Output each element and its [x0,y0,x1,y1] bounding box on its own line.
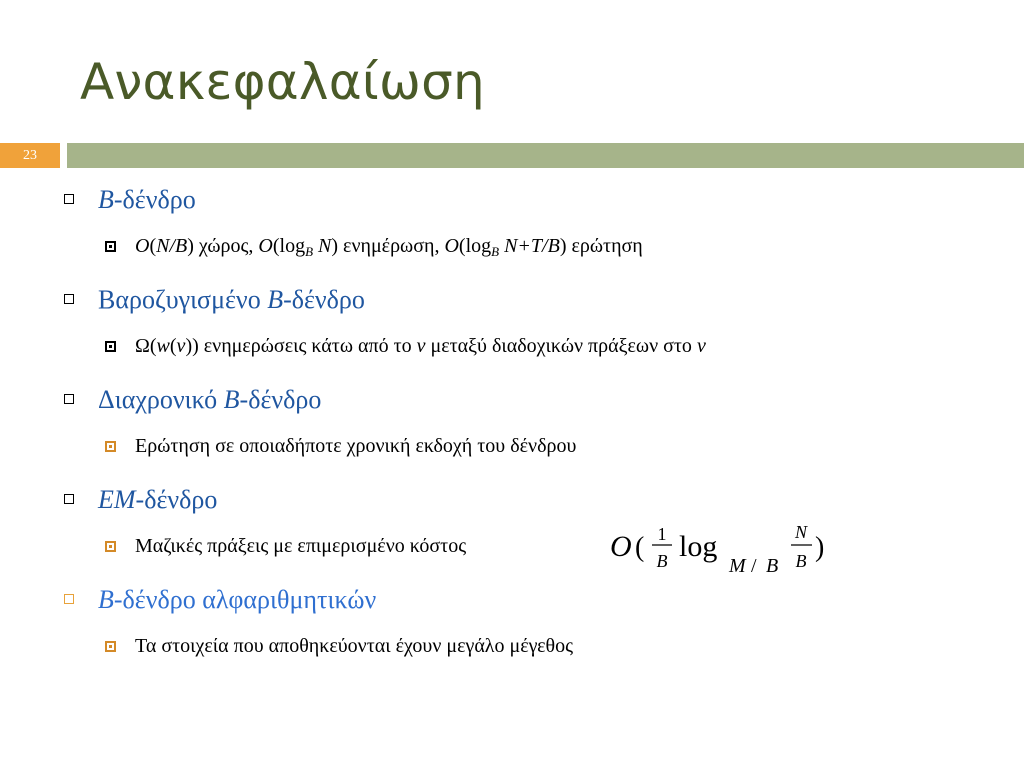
bullet-heading: B-δένδρο [98,185,196,214]
hollow-square-bullet-icon [64,394,74,404]
sub-bullet-text: Ερώτηση σε οποιαδήποτε χρονική εκδοχή του δένδρου [135,435,577,457]
sub-bullet-text: Ω(w(v)) ενημερώσεις κάτω από το v μεταξύ διαδοχικών πράξεων στο v [135,335,706,357]
filled-square-bullet-icon [105,241,116,252]
formula-log: log [679,530,718,563]
title-underline-bar [67,143,1024,168]
sub-bullet-text: Μαζικές πράξεις με επιμερισμένο κόστος [135,535,467,557]
sub-bullet-text: Τα στοιχεία που αποθηκεύονται έχουν μεγάλο μέγεθος [135,635,574,657]
bullet-heading: Βαροζυγισμένο B-δένδρο [98,285,365,314]
filled-square-bullet-icon [105,341,116,352]
formula-den-2: B [795,551,807,571]
bullet-heading: Διαχρονικό B-δένδρο [98,385,322,414]
bullet-heading: EM-δένδρο [98,485,218,514]
formula-num-2: N [794,522,808,542]
formula-base-slash: / [751,555,757,577]
formula-open-paren: ( [635,532,645,563]
hollow-square-bullet-icon [64,494,74,504]
formula-base-b: B [766,555,779,577]
slide-title: Ανακεφαλαίωση [80,53,485,111]
filled-square-bullet-icon [105,541,116,552]
filled-square-bullet-icon [105,441,116,452]
hollow-square-bullet-icon [64,194,74,204]
formula-o: O [610,530,632,563]
sub-bullet-text: O(N/B) χώρος, $O(\log_B$ N) ενημέρωση, $O(\log_B$ N+T/B) ερώτηση [135,235,643,259]
filled-square-bullet-icon [105,641,116,652]
page-number-badge: 23 [0,143,60,168]
formula-den-1: B [656,551,668,571]
hollow-square-bullet-icon [64,294,74,304]
bullet-heading: B-δένδρο αλφαριθμητικών [98,585,377,614]
formula-base-m: M [729,555,746,577]
formula-close-paren: ) [815,532,825,563]
hollow-square-bullet-icon [64,594,74,604]
formula-num-1: 1 [657,524,667,544]
amortized-cost-formula [610,520,840,580]
